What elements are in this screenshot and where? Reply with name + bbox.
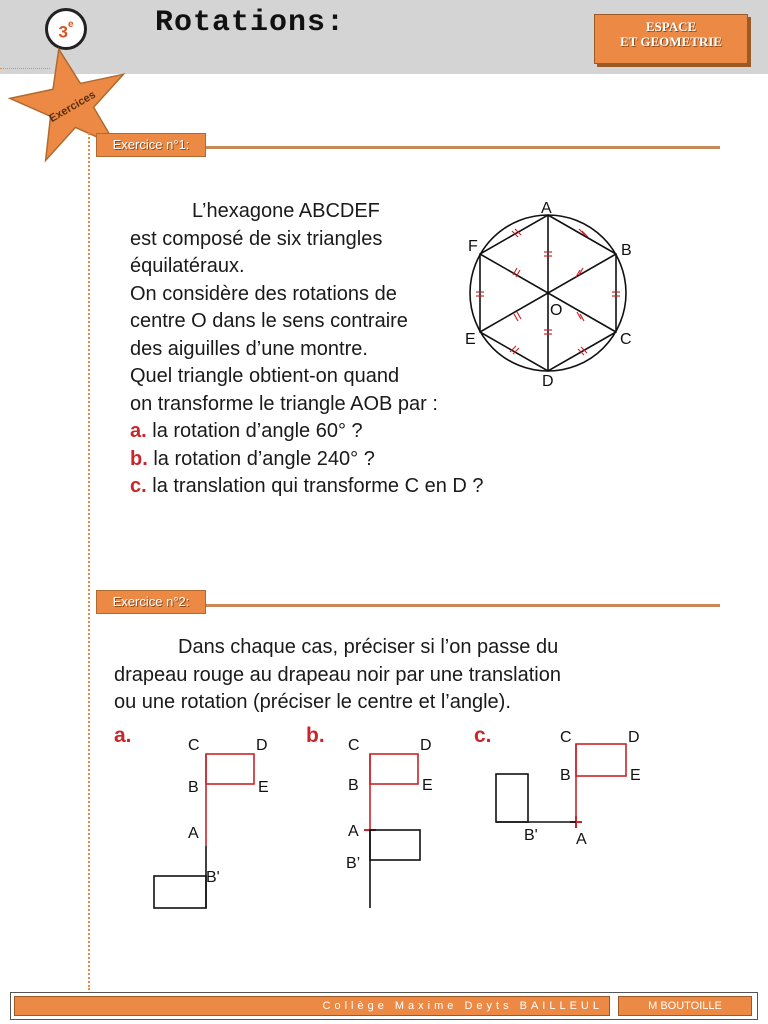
- label-C: C: [188, 737, 200, 754]
- star-label: Exercices: [47, 88, 98, 125]
- part-a-label: a.: [114, 724, 132, 747]
- question-b: b. la rotation d’angle 240° ?: [130, 447, 375, 470]
- part-c-label: c.: [474, 724, 492, 747]
- label-Bprime: B’: [346, 855, 361, 872]
- label-B: B: [621, 242, 632, 259]
- label-B: B: [560, 767, 571, 784]
- ex1-line: est composé de six triangles: [130, 227, 383, 250]
- label-C: C: [348, 737, 360, 754]
- ex1-line: centre O dans le sens contraire: [130, 310, 408, 332]
- label-Bprime: B': [206, 869, 220, 886]
- ex1-line: équilatéraux.: [130, 255, 245, 277]
- label-A: A: [541, 200, 552, 217]
- ex2-line: drapeau rouge au drapeau noir par une translation: [114, 663, 561, 686]
- dotted-rule: [0, 68, 50, 70]
- label-E: E: [465, 331, 476, 348]
- exercise2-label: Exercice n°2:: [96, 590, 206, 614]
- grade-badge: 3e: [45, 8, 87, 50]
- page-title: Rotations:: [155, 6, 346, 40]
- label-A: A: [576, 831, 587, 848]
- label-A: A: [348, 823, 359, 840]
- subject-line-2: ET GEOMETRIE: [620, 34, 722, 49]
- subject-line-1: ESPACE: [645, 19, 697, 34]
- label-D: D: [420, 737, 432, 754]
- subject-badge: [594, 14, 748, 64]
- label-E: E: [258, 779, 269, 796]
- ex1-line: on transforme le triangle AOB par :: [130, 392, 438, 415]
- flag-figure-a: [140, 728, 290, 918]
- footer-school: Collège Maxime Deyts BAILLEUL: [14, 996, 610, 1016]
- exercise1-label: Exercice n°1:: [96, 133, 206, 157]
- label-B: B: [188, 779, 199, 796]
- flag-figure-c: [488, 722, 668, 852]
- exercise2-text: [114, 634, 561, 717]
- question-a: a. la rotation d’angle 60° ?: [130, 420, 363, 442]
- label-F: F: [468, 238, 478, 255]
- label-Bprime: B': [524, 827, 538, 844]
- ex1-line: On considère des rotations de: [130, 282, 397, 305]
- ex1-line: des aiguilles d’une montre.: [130, 337, 368, 360]
- label-D: D: [542, 373, 554, 390]
- ex2-line: Dans chaque cas, préciser si l’on passe du: [178, 636, 559, 658]
- margin-rule: [88, 130, 90, 990]
- question-c: c. la translation qui transforme C en D ?: [130, 475, 484, 497]
- label-D: D: [628, 729, 640, 746]
- label-D: D: [256, 737, 268, 754]
- label-A: A: [188, 825, 199, 842]
- ex2-line: ou une rotation (préciser le centre et l’angle).: [114, 691, 511, 713]
- footer-author: M BOUTOILLE: [618, 996, 752, 1016]
- exercise2-rule: [206, 604, 720, 607]
- label-O: O: [550, 302, 563, 319]
- part-b-label: b.: [306, 724, 325, 747]
- label-E: E: [422, 777, 433, 794]
- flag-figure-b: [330, 728, 470, 918]
- label-C: C: [560, 729, 572, 746]
- label-C: C: [620, 331, 632, 348]
- label-B: B: [348, 777, 359, 794]
- ex1-line: Quel triangle obtient-on quand: [130, 365, 400, 387]
- exercise1-rule: [206, 146, 720, 149]
- exercise1-text: [130, 198, 484, 501]
- hexagon-figure: [455, 195, 645, 390]
- label-E: E: [630, 767, 641, 784]
- ex1-line: L’hexagone ABCDEF: [192, 200, 380, 222]
